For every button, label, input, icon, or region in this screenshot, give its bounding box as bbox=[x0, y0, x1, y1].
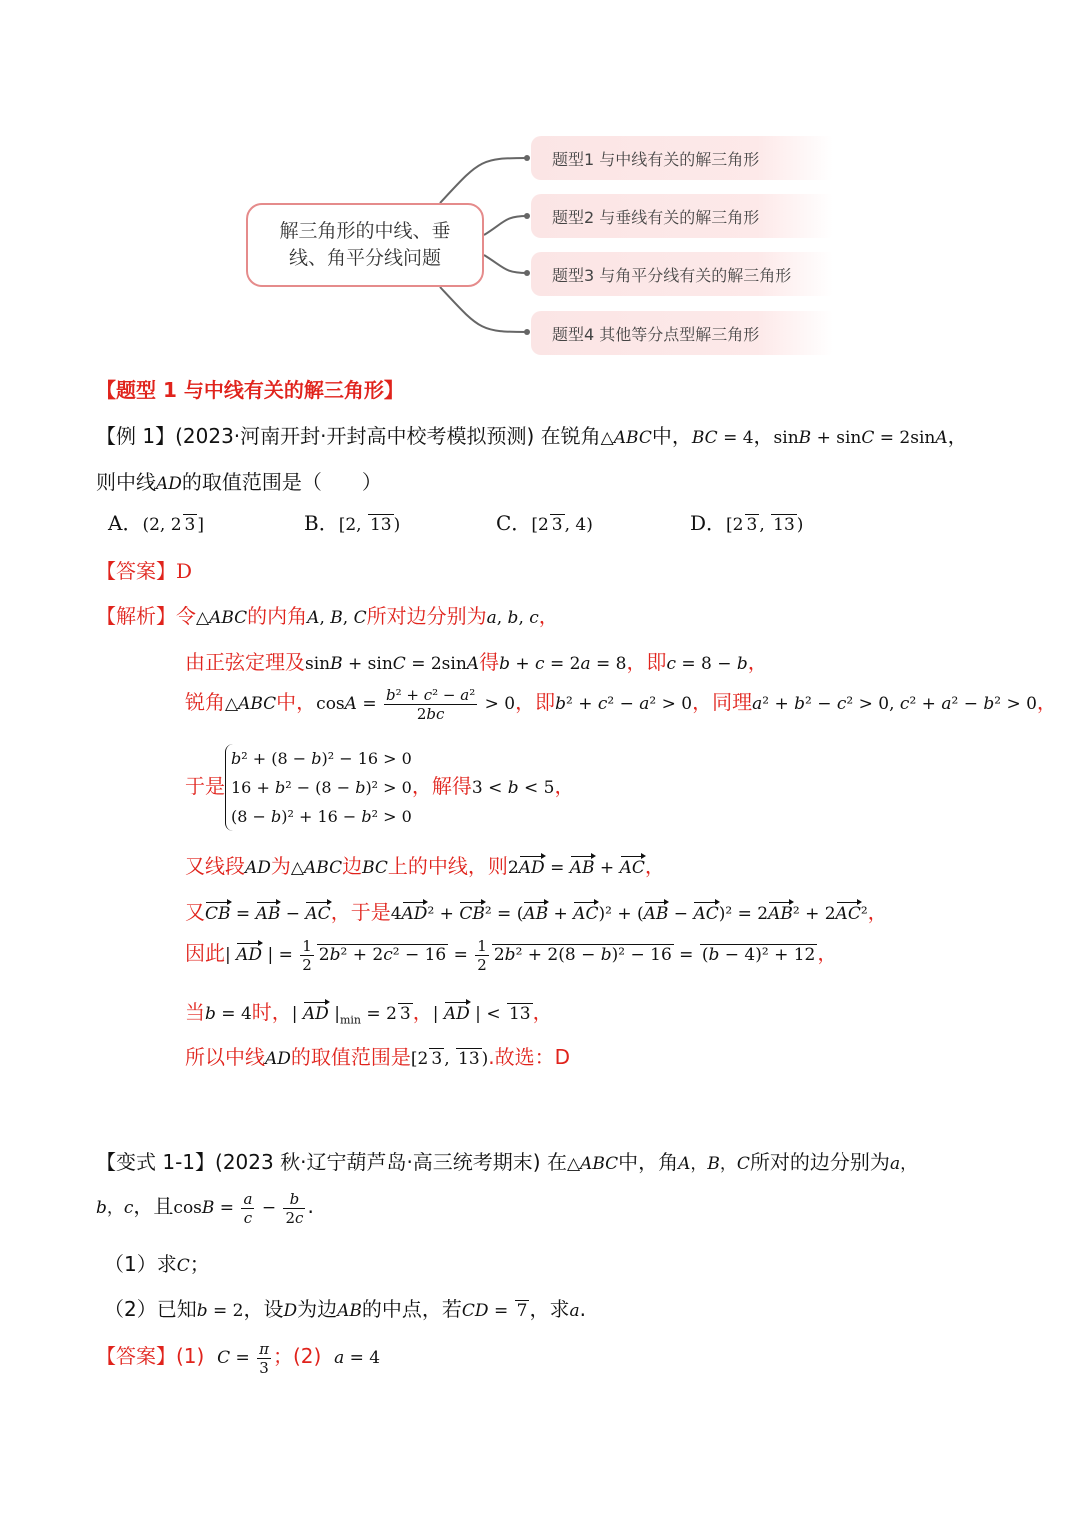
text: ， bbox=[1036, 690, 1057, 714]
option-a[interactable] bbox=[108, 507, 204, 536]
option-label: A． bbox=[108, 511, 143, 535]
text: 所对的边分别为 bbox=[749, 1150, 890, 1174]
text: (1) bbox=[176, 1344, 205, 1368]
math: (2, 2 3 ] bbox=[142, 515, 204, 535]
math: △ABC bbox=[600, 428, 652, 448]
text: ，于是 bbox=[330, 900, 391, 924]
analysis-line8 bbox=[185, 996, 553, 1026]
text: 当 bbox=[185, 1000, 205, 1024]
text: (2) bbox=[293, 1344, 322, 1368]
text: ，设 bbox=[243, 1297, 284, 1321]
analysis-line5 bbox=[185, 850, 665, 879]
variant1-question-2 bbox=[104, 1293, 586, 1322]
math: AD bbox=[265, 1049, 291, 1069]
connector-dot bbox=[524, 270, 530, 276]
math: CD = 7 bbox=[461, 1301, 528, 1321]
text: ， bbox=[747, 650, 768, 674]
analysis-line6 bbox=[185, 896, 888, 925]
example1-source: (2023·河南开封·开封高中校考模拟预测) bbox=[175, 424, 535, 448]
option-b[interactable] bbox=[304, 507, 400, 536]
math: a bbox=[569, 1301, 580, 1321]
text: ， bbox=[947, 424, 968, 448]
math: △ABC bbox=[290, 858, 343, 878]
analysis-line2 bbox=[185, 646, 768, 675]
text: ，求 bbox=[529, 1297, 570, 1321]
variant1-answer bbox=[96, 1340, 380, 1377]
answer-line bbox=[96, 555, 192, 584]
math: a， bbox=[889, 1154, 918, 1174]
answer-label: 【答案】 bbox=[96, 559, 176, 583]
text: 得 bbox=[479, 650, 500, 674]
math: a = 4 bbox=[334, 1348, 381, 1368]
math: [2 3 , 13 ) bbox=[410, 1049, 489, 1069]
math: AD bbox=[245, 858, 271, 878]
example1-line1 bbox=[96, 420, 968, 449]
connector-dot bbox=[524, 213, 530, 219]
connector-dot bbox=[524, 329, 530, 335]
analysis-line4 bbox=[185, 744, 575, 831]
section-title: 【题型 1 与中线有关的解三角形】 bbox=[96, 378, 404, 402]
text: ； bbox=[189, 1252, 210, 1276]
math: | AD $|_{min} = 2$ 3 bbox=[291, 1004, 411, 1027]
text: 所对边分别为 bbox=[366, 604, 487, 628]
text: ， bbox=[532, 1000, 553, 1024]
text: . bbox=[579, 1297, 586, 1321]
text: 又 bbox=[185, 900, 205, 924]
text: ； bbox=[273, 1344, 293, 1368]
example1-options bbox=[96, 507, 996, 539]
math: 4AD² + CB² = (AB + AC)² + (AB − AC)² = 2AB² + 2AC² bbox=[390, 904, 868, 924]
math: CB = AB − AC bbox=[205, 904, 331, 924]
option-label: C． bbox=[496, 511, 532, 535]
math: [2, 13 ) bbox=[338, 515, 401, 535]
math: | AD | = $\frac{1}{2}$ 2b² + 2c² − 16 = $\frac{1}{2}$ 2b² + 2(8 − b)² − 16 = (b − 4)² + 12 bbox=[225, 937, 816, 974]
text: ，同理 bbox=[692, 690, 753, 714]
analysis-line9 bbox=[185, 1041, 570, 1070]
variant1-line2 bbox=[96, 1190, 314, 1227]
text: ， bbox=[644, 854, 665, 878]
math: a, b, c bbox=[486, 608, 539, 628]
math: 3 < b < 5 bbox=[471, 778, 555, 798]
text: 为 bbox=[270, 854, 291, 878]
option-c[interactable] bbox=[496, 507, 593, 536]
text: ，即 bbox=[515, 690, 556, 714]
text: 为边 bbox=[297, 1297, 338, 1321]
text: .故选：D bbox=[488, 1045, 571, 1069]
text: 的内角 bbox=[247, 604, 308, 628]
mindmap-branch-3: 题型3 与角平分线有关的解三角形 bbox=[531, 252, 833, 296]
text: 令 bbox=[176, 604, 196, 628]
math: cosA = $\frac{\text{b² + c² − a²}}{2bc}$ > 0 bbox=[316, 686, 516, 723]
analysis-label: 【解析】 bbox=[96, 604, 176, 628]
option-label: D． bbox=[690, 511, 727, 535]
math: b = 2 bbox=[196, 1301, 244, 1321]
math: D bbox=[283, 1301, 298, 1321]
math: C = $\frac{\pi}{3}$ bbox=[217, 1340, 269, 1377]
text: 因此 bbox=[185, 941, 225, 965]
text: 又线段 bbox=[185, 854, 245, 878]
variant1-line1 bbox=[96, 1146, 917, 1175]
variant1-source: (2023 秋·辽宁葫芦岛·高三统考期末) bbox=[215, 1150, 541, 1174]
text: 中， bbox=[651, 424, 692, 448]
math: b² + c² − a² > 0 bbox=[555, 694, 693, 714]
text: 在锐角 bbox=[540, 424, 601, 448]
text: ， bbox=[554, 774, 575, 798]
example1-line2 bbox=[96, 466, 382, 495]
math: △ABC bbox=[225, 694, 277, 714]
text: 中，角 bbox=[618, 1150, 679, 1174]
math: c = 8 − b bbox=[666, 654, 748, 674]
text: （2）已知 bbox=[104, 1297, 197, 1321]
variant1-label: 【变式 1-1】 bbox=[96, 1150, 216, 1174]
math: a² + b² − c² > 0, c² + a² − b² > 0 bbox=[752, 694, 1037, 714]
text: 由正弦定理及 bbox=[185, 650, 305, 674]
variant1-question-1 bbox=[104, 1248, 210, 1277]
math: cosB = $\frac{a}{c}$ − $\frac{b}{2c}$ bbox=[173, 1190, 304, 1227]
math: 2AD = AB + AC bbox=[507, 858, 645, 878]
math: C bbox=[176, 1256, 190, 1276]
text: . bbox=[307, 1194, 314, 1218]
example1-label: 【例 1】 bbox=[96, 424, 176, 448]
text: 则中线 bbox=[96, 470, 156, 494]
math: A，B，C bbox=[678, 1154, 750, 1174]
text: 的取值范围是（ ） bbox=[181, 470, 382, 494]
mindmap-center: 解三角形的中线、垂线、角平分线问题 bbox=[246, 203, 484, 287]
math: [2 3 , 13 ) bbox=[726, 515, 804, 535]
text: ，且 bbox=[133, 1194, 174, 1218]
text: 边 bbox=[342, 854, 363, 878]
text: ， bbox=[412, 1000, 433, 1024]
math: BC bbox=[362, 858, 388, 878]
text: 时， bbox=[251, 1000, 292, 1024]
text: ， bbox=[753, 424, 774, 448]
math: b = 4 bbox=[205, 1004, 252, 1024]
math: AB bbox=[337, 1301, 362, 1321]
connector-dot bbox=[524, 155, 530, 161]
text: 在 bbox=[546, 1150, 567, 1174]
math: b，c bbox=[96, 1198, 134, 1218]
text: ， bbox=[867, 900, 888, 924]
mindmap-branch-2: 题型2 与垂线有关的解三角形 bbox=[531, 194, 833, 238]
math: sinB + sinC = 2sinA bbox=[773, 428, 948, 448]
math: A, B, C bbox=[307, 608, 367, 628]
analysis-line1 bbox=[96, 600, 559, 629]
math: AD bbox=[156, 474, 182, 494]
text: （1）求 bbox=[104, 1252, 177, 1276]
answer-value: D bbox=[176, 559, 193, 583]
text: ，即 bbox=[626, 650, 667, 674]
text: 的中点，若 bbox=[361, 1297, 462, 1321]
text: ，解得 bbox=[411, 774, 472, 798]
math: sinB + sinC = 2sinA bbox=[305, 654, 480, 674]
text: 上的中线，则 bbox=[387, 854, 508, 878]
math: | AD | < 13 bbox=[432, 1004, 531, 1024]
analysis-line7 bbox=[185, 937, 837, 974]
text: ， bbox=[538, 604, 559, 628]
text: 锐角 bbox=[185, 690, 225, 714]
mindmap bbox=[0, 0, 1080, 370]
math: △ABC bbox=[566, 1154, 619, 1174]
math-system: b² + (8 − b)² − 16 > 0 16 + b² − (8 − b)² > 0 (8 − b)² + 16 − b² > 0 bbox=[225, 744, 412, 831]
math: b + c = 2a = 8 bbox=[499, 654, 627, 674]
text: 中， bbox=[276, 690, 317, 714]
analysis-line3 bbox=[185, 686, 1057, 723]
option-label: B． bbox=[304, 511, 339, 535]
option-d[interactable] bbox=[690, 507, 803, 536]
text: 于是 bbox=[185, 774, 225, 798]
math: △ABC bbox=[196, 608, 248, 628]
math: BC = 4 bbox=[691, 428, 754, 448]
mindmap-branch-4: 题型4 其他等分点型解三角形 bbox=[531, 311, 833, 355]
text: 的取值范围是 bbox=[290, 1045, 411, 1069]
math: [2 3 , 4) bbox=[531, 515, 593, 535]
mindmap-branch-1: 题型1 与中线有关的解三角形 bbox=[531, 136, 833, 180]
answer-label: 【答案】 bbox=[96, 1344, 176, 1368]
text: ， bbox=[817, 941, 838, 965]
text: 所以中线 bbox=[185, 1045, 265, 1069]
